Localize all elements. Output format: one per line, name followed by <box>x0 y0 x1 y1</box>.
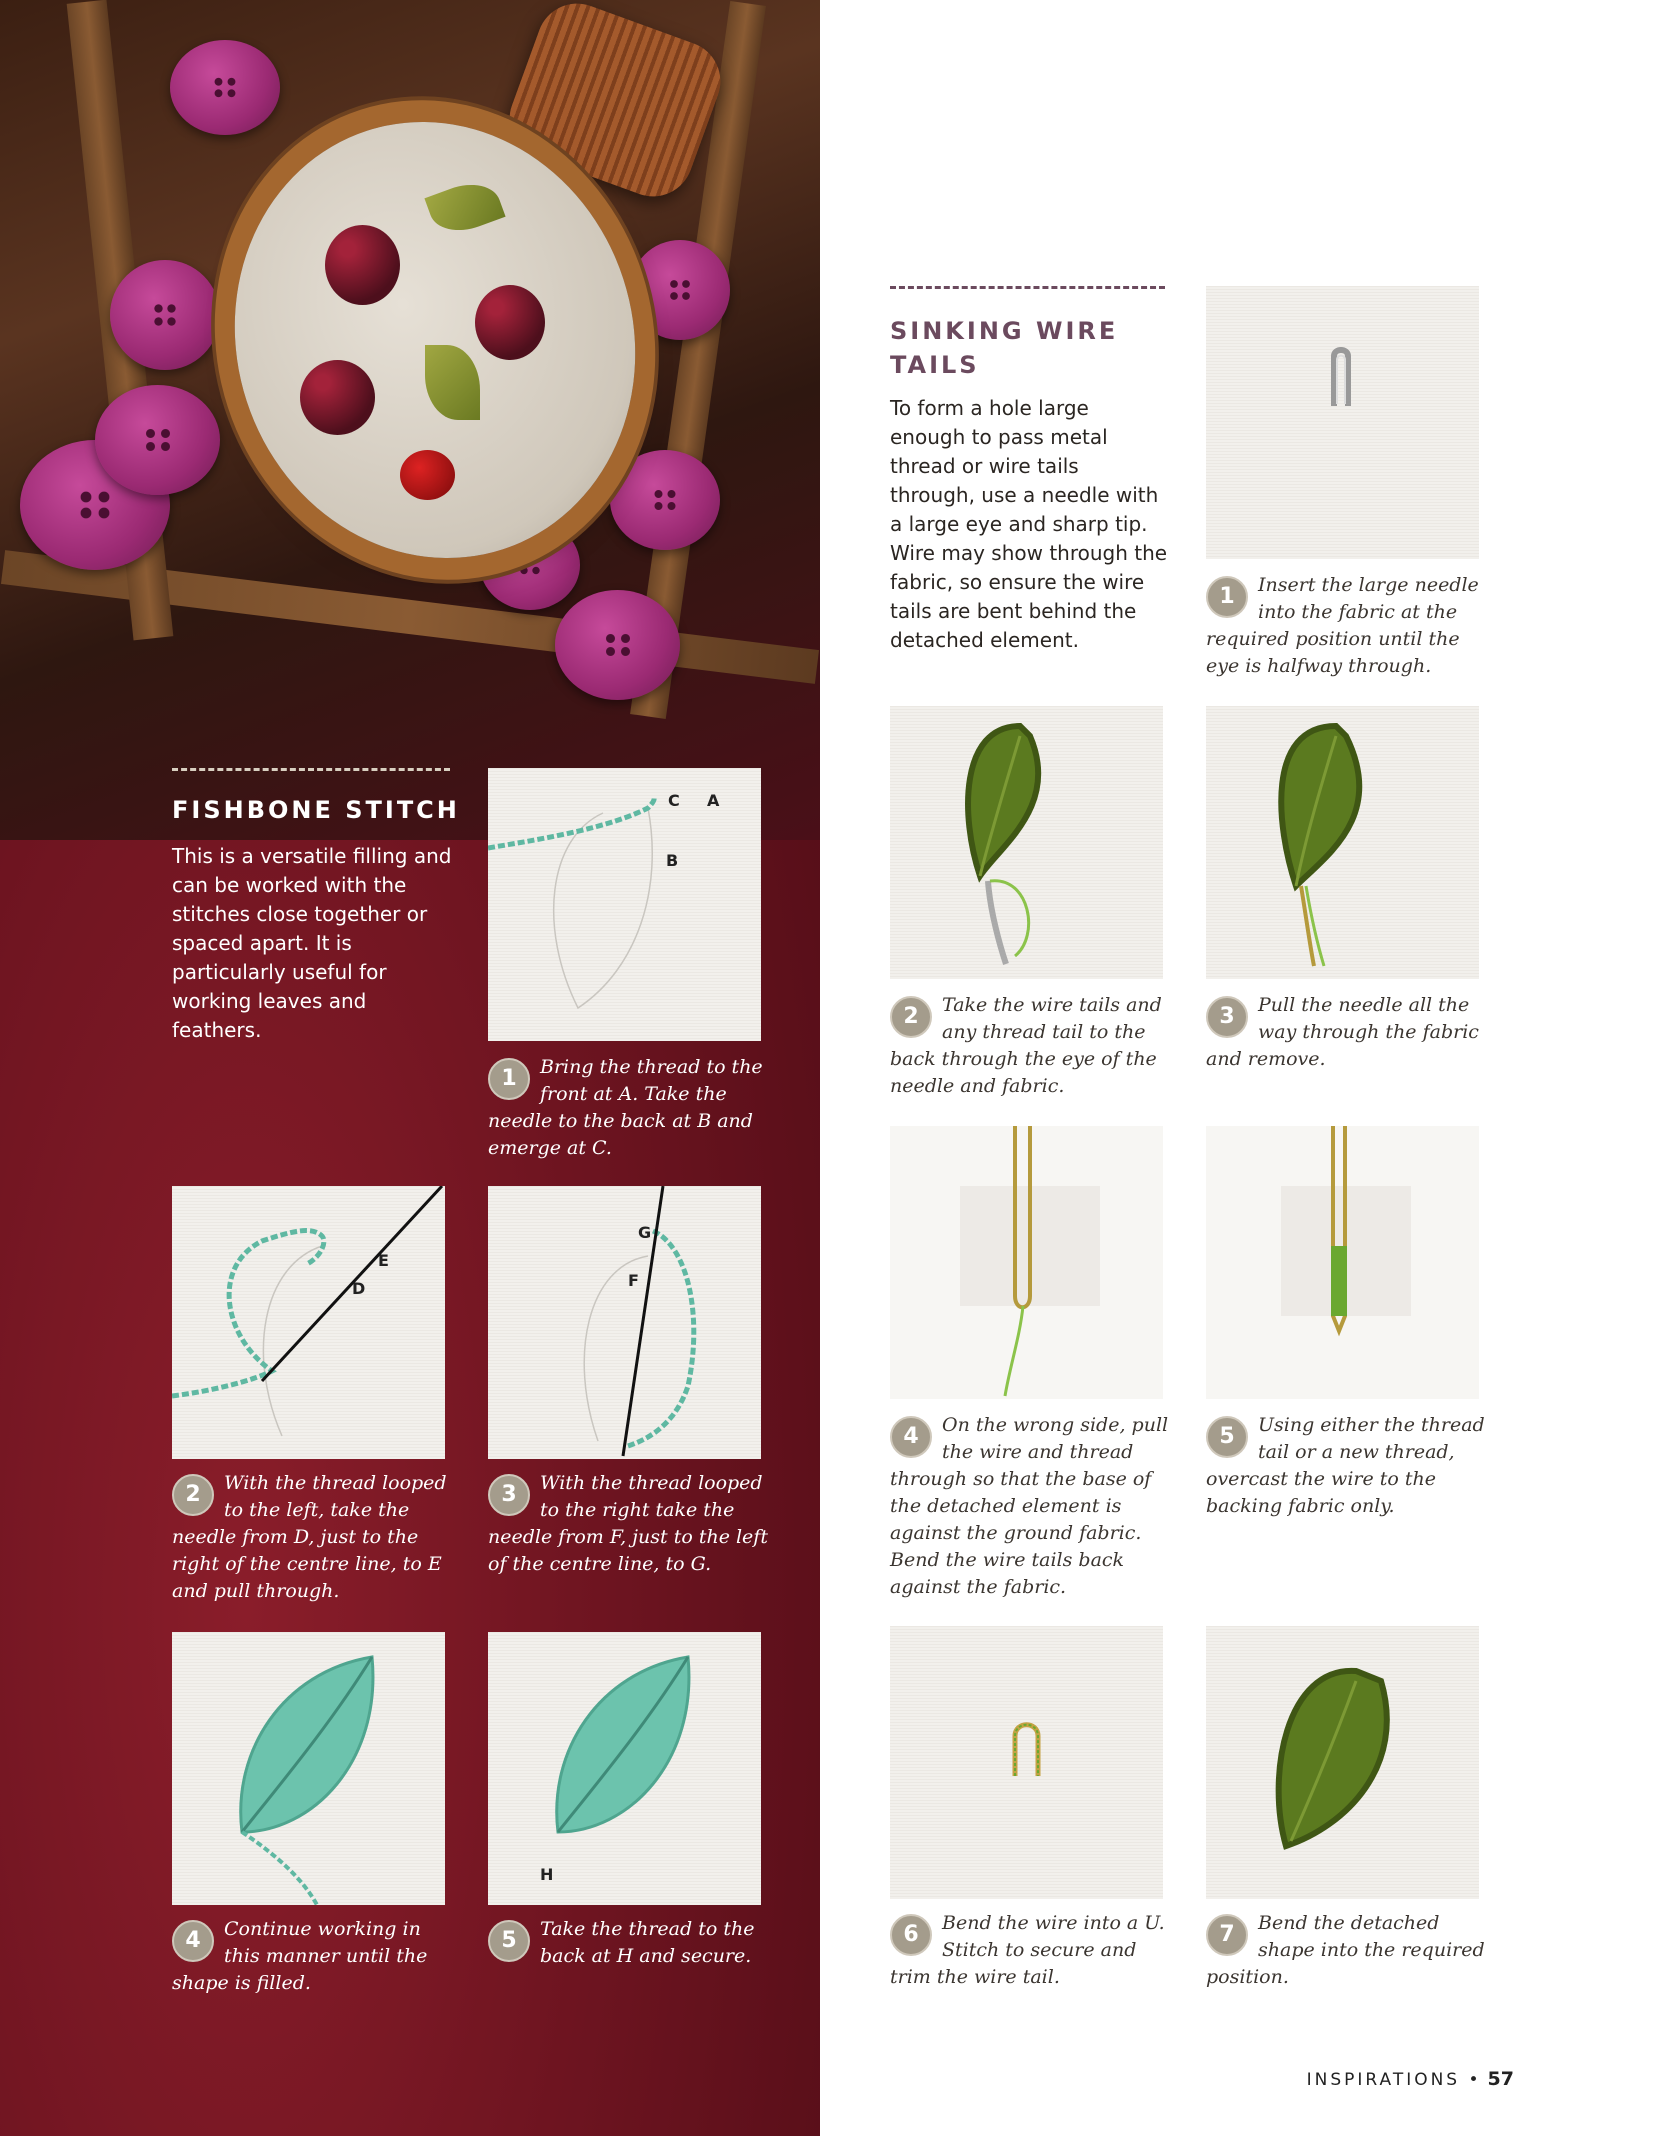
fishbone-title: FISHBONE STITCH <box>172 796 460 824</box>
sinking-step-5-image <box>1206 1126 1479 1399</box>
fishbone-rule <box>172 768 450 771</box>
sinking-rule <box>890 286 1165 289</box>
magazine-name: INSPIRATIONS <box>1306 2070 1461 2090</box>
step-number-badge: 5 <box>1206 1416 1248 1458</box>
sinking-step-2-image <box>890 706 1163 979</box>
sinking-step-6-image <box>890 1626 1163 1899</box>
button-decor <box>170 40 280 135</box>
embroidered-berry <box>475 285 545 360</box>
step-number-badge: 5 <box>488 1920 530 1962</box>
button-decor <box>555 590 680 700</box>
embroidered-berry <box>325 225 400 305</box>
step-number-badge: 1 <box>488 1058 530 1100</box>
embroidered-ladybird <box>400 450 455 500</box>
sinking-intro: To form a hole large enough to pass metal thread or wire tails through, use a needle with a large eye and sharp tip. Wire may show through the fabric, so ensure the wire tails are bent behind the detached element. <box>890 396 1168 652</box>
sinking-step-7-caption: 7 Bend the detached shape into the required position. <box>1206 1912 1485 1988</box>
sinking-step-7-image <box>1206 1626 1479 1899</box>
step-number-badge: 4 <box>890 1416 932 1458</box>
fishbone-step-2-caption: 2 With the thread looped to the left, take the needle from D, just to the right of the centre line, to E and pull through. <box>172 1472 447 1602</box>
sinking-title: SINKING WIRE TAILS <box>890 317 1119 379</box>
sinking-step-6-caption: 6 Bend the wire into a U. Stitch to secure and trim the wire tail. <box>890 1912 1165 1988</box>
wooden-box-edge <box>1 550 819 684</box>
page-footer <box>1307 2068 1514 2090</box>
footer-bullet: • <box>1468 2070 1482 2090</box>
step-number-badge: 4 <box>172 1920 214 1962</box>
fishbone-step-5-image <box>488 1632 761 1905</box>
sinking-step-5-caption: 5 Using either the thread tail or a new thread, overcast the wire to the backing fabric only. <box>1206 1414 1485 1517</box>
page-number: 57 <box>1487 2068 1514 2090</box>
step-number-badge: 7 <box>1206 1914 1248 1956</box>
fishbone-step-3-image <box>488 1186 761 1459</box>
step-number-badge: 2 <box>172 1474 214 1516</box>
fishbone-step-4-caption: 4 Continue working in this manner until the shape is filled. <box>172 1918 428 1994</box>
sinking-step-3-caption: 3 Pull the needle all the way through the fabric and remove. <box>1206 994 1479 1070</box>
fishbone-step-2-image <box>172 1186 445 1459</box>
sinking-step-2-caption: 2 Take the wire tails and any thread tail to the back through the eye of the needle and fabric. <box>890 994 1162 1097</box>
fishbone-step-4-image <box>172 1632 445 1905</box>
label-c: C <box>668 791 680 810</box>
step-number-badge: 6 <box>890 1914 932 1956</box>
fishbone-step-3-caption: 3 With the thread looped to the right take the needle from F, just to the left of the centre line, to G. <box>488 1472 768 1575</box>
label-e: E <box>378 1251 389 1270</box>
sinking-step-3-image <box>1206 706 1479 979</box>
label-d: D <box>352 1279 366 1298</box>
button-decor <box>95 385 220 495</box>
sinking-step-1-image <box>1206 286 1479 559</box>
label-b: B <box>666 851 679 870</box>
sinking-step-4-image <box>890 1126 1163 1399</box>
sinking-step-1-caption: 1 Insert the large needle into the fabric at the required position until the eye is halfway through. <box>1206 574 1479 677</box>
label-g: G <box>638 1223 652 1242</box>
step-number-badge: 2 <box>890 996 932 1038</box>
fishbone-step-1-image <box>488 768 761 1041</box>
fishbone-intro: This is a versatile filling and can be worked with the stitches close together or spaced apart. It is particularly useful for working leaves and feathers. <box>172 844 452 1042</box>
step-number-badge: 3 <box>488 1474 530 1516</box>
sinking-step-4-caption: 4 On the wrong side, pull the wire and thread through so that the base of the detached element is against the ground fabric. Bend the wire tails back against the fabric. <box>890 1414 1169 1598</box>
label-h: H <box>540 1865 554 1884</box>
button-decor <box>110 260 220 370</box>
button-decor <box>610 450 720 550</box>
embroidered-berry <box>300 360 375 435</box>
button-decor <box>630 240 730 340</box>
step-number-badge: 1 <box>1206 576 1248 618</box>
label-f: F <box>628 1271 639 1290</box>
hero-photo <box>0 0 820 840</box>
label-a: A <box>707 791 720 810</box>
fishbone-step-1-caption: 1 Bring the thread to the front at A. Take the needle to the back at B and emerge at C. <box>488 1056 763 1159</box>
fishbone-step-5-caption: 5 Take the thread to the back at H and secure. <box>488 1916 768 1970</box>
step-number-badge: 3 <box>1206 996 1248 1038</box>
